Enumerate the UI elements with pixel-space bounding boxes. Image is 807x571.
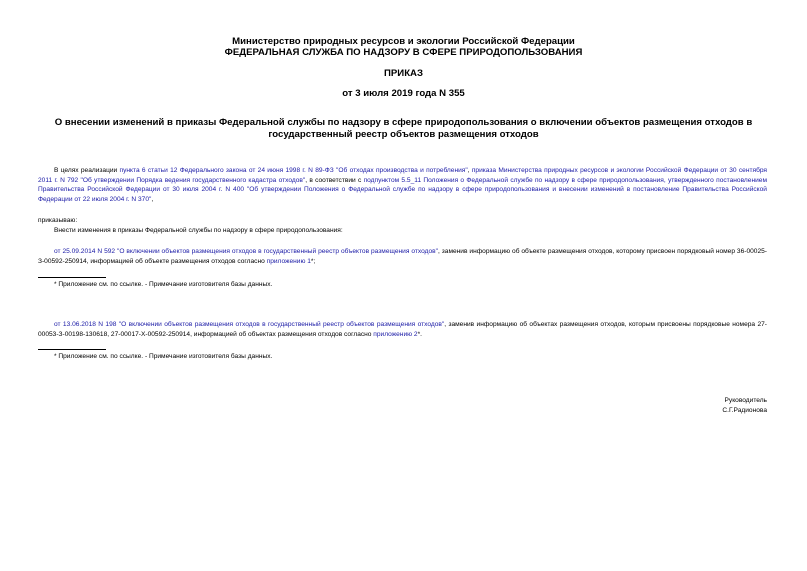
order-792-link[interactable]: приказа Министерства природных ресурсов и экологии Российской Федерации от 30 сентября 2011 г. N 792 "Об утверждении Порядка ведения государственного кадастра отходов" [38,167,768,184]
preamble-paragraph [38,166,767,204]
prikazyvayu-label: приказываю: [38,217,78,224]
regulation-400-link[interactable]: подпунктом 5.5_11 Положения о Федеральной службе по надзору в сфере природопользования, утвержденного постановлением Правительства Российской Федерации от 30 июля 2004 г. N 400 "Об утверждении Положения о Федеральной службе по надзору в сфере природопользования и внесении изменений в постановление Правительства Российской Федерации от 22 июля 2004 г. N 370" [38,176,767,203]
document-title: О внесении изменений в приказы Федеральной службы по надзору в сфере природопользования о включении объектов размещения отходов в государственный реестр объектов размещения отходов [54,117,753,140]
item-2-tail: *. [417,330,422,338]
item-1-text: , заменив информацию об объекте размещения отходов, которому присвоен порядковый номер 36-00025-З-00592-250914, информацией об объекте размещения отходов согласно [38,248,767,265]
law-89fz-link[interactable]: пункта 6 статьи 12 Федерального закона от 24 июня 1998 г. N 89-ФЗ "Об отходах производства и потребления" [119,167,468,174]
appendix-2-link[interactable]: приложению 2 [373,330,418,338]
item-2-text: , заменив информацию об объектах размещения отходов, которым присвоены порядковые номера 27-00053-З-00198-130618, 27-00017-Х-00592-250914, информацией об объектах размещения отходов согласно [38,321,767,338]
document-type: ПРИКАЗ [384,68,423,79]
signatory-name: С.Г.Радионова [722,407,767,414]
footnote-1: * Приложение см. по ссылке. - Примечание изготовителя базы данных. [54,281,273,288]
preamble-text-3: , в соответствии с [305,176,364,184]
appendix-1-link[interactable]: приложению 1 [266,257,311,265]
footnote-2: * Приложение см. по ссылке. - Примечание изготовителя базы данных. [54,353,273,360]
signatory-position: Руководитель [724,397,767,404]
preamble-text-1: В целях реализации [54,167,120,174]
footnote-2-divider [38,349,106,350]
ministry-name: Министерство природных ресурсов и экологии Российской Федерации [232,36,575,47]
preamble-text-4: , [151,195,154,203]
order-592-link[interactable]: от 25.09.2014 N 592 "О включении объектов размещения отходов в государственный реестр объектов размещения отходов" [54,248,438,255]
order-198-link[interactable]: от 13.06.2018 N 198 "О включении объектов размещения отходов в государственный реестр объектов размещения отходов" [54,321,445,328]
footnote-1-divider [38,277,106,278]
document-date: от 3 июля 2019 года N 355 [342,88,465,99]
item-1-paragraph [38,247,767,266]
intro-text: Внести изменения в приказы Федеральной службы по надзору в сфере природопользования: [54,227,343,234]
item-2-paragraph [38,320,767,339]
item-1-tail: *; [310,257,316,265]
service-name: ФЕДЕРАЛЬНАЯ СЛУЖБА ПО НАДЗОРУ В СФЕРЕ ПРИРОДОПОЛЬЗОВАНИЯ [224,47,583,58]
preamble-text-2: , [467,167,472,174]
